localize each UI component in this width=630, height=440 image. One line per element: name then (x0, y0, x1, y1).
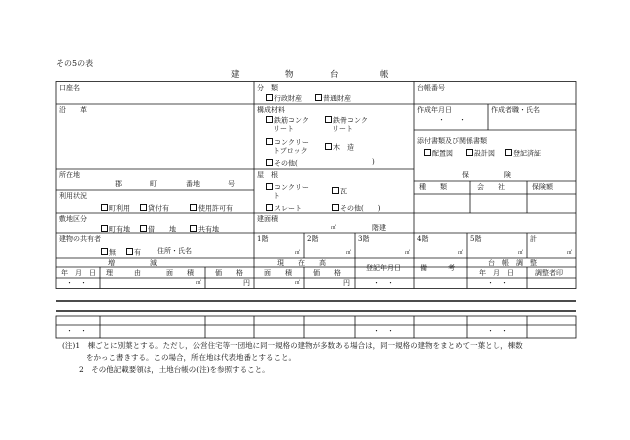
checkbox[interactable] (325, 143, 332, 150)
location-label: 所在地 (59, 171, 80, 179)
note-2: 2 その他記載要領は，土地台帳の(注)を参照すること。 (79, 365, 270, 374)
note-1b: をかっこ書きする。この場合，所在地は代表地番とすること。 (86, 353, 296, 362)
created-date-label: 作成年月日 (417, 106, 452, 114)
floor-3-label: 3階 (358, 235, 370, 243)
checkbox[interactable] (140, 225, 147, 232)
floor-5-unit: ㎡ (518, 250, 524, 256)
title-char-1: 建 (231, 70, 240, 80)
title-char-3: 台 (330, 70, 339, 80)
shared-land-option[interactable]: 共有地 (190, 225, 219, 234)
location-lot: 番地 (186, 180, 200, 188)
stories-label: 階建 (372, 224, 386, 232)
checkbox[interactable] (266, 138, 273, 145)
location-gun: 郡 (115, 180, 122, 188)
checkbox[interactable] (325, 116, 332, 123)
concrete-block-option[interactable]: コンクリー (266, 138, 309, 147)
area-header: 面 積 (166, 269, 194, 277)
floor-total-label: 計 (530, 235, 537, 243)
use-permit-option[interactable]: 使用許可有 (190, 204, 233, 213)
title-char-2: 物 (285, 70, 294, 80)
floor-3-unit: ㎡ (405, 250, 411, 256)
usage-label: 利用状況 (59, 192, 87, 200)
row1-reg-dots: ・ ・ (373, 279, 394, 287)
floor-4-unit: ㎡ (458, 250, 464, 256)
row2-date-dots: ・ ・ (66, 327, 87, 335)
title-char-4: 帳 (380, 70, 389, 80)
current-area-header: 面 積 (264, 269, 292, 277)
row2-adj-dots: ・ ・ (487, 327, 508, 335)
other-material-close: ) (372, 158, 375, 166)
register-number-label: 台帳番号 (417, 84, 445, 92)
row1-cur-yen-unit: 円 (343, 279, 350, 287)
creator-label: 作成者職・氏名 (491, 106, 540, 114)
roof-label: 屋 根 (257, 171, 278, 179)
checkbox[interactable] (315, 94, 322, 101)
registration-date-header: 登記年月日 (366, 264, 401, 272)
floor-4-label: 4階 (417, 235, 429, 243)
coowner-address-label: 住所・氏名 (157, 247, 192, 255)
town-use-option[interactable]: 町利用 (101, 204, 130, 213)
checkbox[interactable] (424, 149, 431, 156)
site-division-label: 敷地区分 (59, 215, 87, 223)
rc-option-line2: リート (273, 125, 294, 133)
checkbox[interactable] (266, 204, 273, 211)
classification-label: 分 類 (257, 84, 278, 92)
leased-land-option[interactable]: 借 地 (140, 225, 176, 234)
account-name-label: 口座名 (59, 84, 80, 92)
checkbox[interactable] (332, 204, 339, 211)
row2-reg-dots: ・ ・ (373, 327, 394, 335)
other-material-option[interactable]: その他( (266, 159, 298, 168)
checkbox[interactable] (101, 204, 108, 211)
current-amount-header: 現 在 高 (277, 259, 326, 267)
row1-date-dots: ・ ・ (66, 279, 87, 287)
ledger-adjust-header: 台 帳 調 整 (488, 259, 537, 267)
checkbox[interactable] (266, 94, 273, 101)
created-date-dots: ・ ・ (438, 116, 466, 124)
location-town: 町 (150, 180, 157, 188)
location-number: 号 (228, 180, 235, 188)
checkbox[interactable] (266, 159, 273, 166)
checkbox[interactable] (266, 183, 273, 190)
floor-2-label: 2階 (307, 235, 319, 243)
floor-2-unit: ㎡ (346, 250, 352, 256)
coowner-none-option[interactable]: 無 (101, 248, 116, 257)
insurance-label: 保 険 (462, 171, 511, 179)
concrete-block-line2: トブロック (273, 147, 308, 155)
checkbox[interactable] (190, 225, 197, 232)
checkbox[interactable] (101, 225, 108, 232)
increase-decrease-header: 増 減 (108, 259, 157, 267)
attachments-label: 添付書類及び関係書類 (417, 137, 487, 145)
value-header: 価 格 (215, 269, 243, 277)
row1-adj-dots: ・ ・ (487, 279, 508, 287)
town-owned-option[interactable]: 町有地 (101, 225, 130, 234)
src-option[interactable]: 鉄骨コンク (325, 116, 368, 125)
floor-area-label: 建面積 (257, 215, 278, 223)
roof-concrete-line2: ト (273, 192, 280, 200)
history-label: 沿 革 (59, 106, 87, 114)
rc-option[interactable]: 鉄筋コンク (266, 116, 309, 125)
design-drawing-option[interactable]: 設計図 (466, 149, 495, 158)
wood-option[interactable]: 木 造 (325, 143, 354, 152)
checkbox[interactable] (190, 204, 197, 211)
coowner-label: 建物の共有者 (59, 235, 101, 243)
checkbox[interactable] (505, 149, 512, 156)
reason-header: 理 由 (106, 269, 141, 277)
layout-drawing-option[interactable]: 配置図 (424, 149, 453, 158)
insurance-type-header: 種 類 (419, 183, 447, 191)
floor-area-unit: ㎡ (331, 225, 337, 231)
note-1a: (注)1 棟ごとに別葉とする。ただし，公営住宅等一団地に同一規格の建物が多数ある場合は，同一規格の建物をまとめて一葉とし，棟数 (62, 341, 523, 350)
floor-5-label: 5階 (470, 235, 482, 243)
checkbox[interactable] (266, 116, 273, 123)
admin-property-option[interactable]: 行政財産 (266, 94, 302, 103)
roof-slate-option[interactable]: スレート (266, 204, 302, 213)
roof-tile-option[interactable]: 瓦 (332, 187, 347, 196)
checkbox[interactable] (140, 204, 147, 211)
roof-concrete-option[interactable]: コンクリー (266, 183, 309, 192)
row1-area-unit: ㎡ (196, 280, 202, 286)
ymd-header: 年 月 日 (61, 269, 96, 277)
lease-option[interactable]: 貸付有 (140, 204, 169, 213)
checkbox[interactable] (126, 248, 133, 255)
src-option-line2: リート (332, 125, 353, 133)
floor-1-unit: ㎡ (295, 250, 301, 256)
checkbox[interactable] (332, 187, 339, 194)
checkbox[interactable] (101, 248, 108, 255)
checkbox[interactable] (466, 149, 473, 156)
registration-cert-option[interactable]: 登記済証 (505, 149, 541, 158)
form-number: その5の表 (56, 59, 94, 68)
floor-1-label: 1階 (257, 235, 269, 243)
adjuster-seal-header: 調整者印 (535, 269, 563, 277)
roof-other-option[interactable]: その他( ) (332, 204, 380, 213)
row1-yen-unit: 円 (243, 279, 250, 287)
insurance-company-header: 会 社 (477, 183, 505, 191)
general-property-option[interactable]: 普通財産 (315, 94, 351, 103)
remarks-header: 備 考 (420, 264, 455, 272)
coowner-has-option[interactable]: 有 (126, 248, 141, 257)
insurance-amount-header: 保険額 (532, 183, 553, 191)
current-value-header: 価 格 (313, 269, 341, 277)
floor-total-unit: ㎡ (567, 250, 573, 256)
row1-cur-area-unit: ㎡ (295, 280, 301, 286)
adjust-ymd-header: 年 月 日 (479, 269, 514, 277)
material-label: 構成材料 (257, 106, 285, 114)
